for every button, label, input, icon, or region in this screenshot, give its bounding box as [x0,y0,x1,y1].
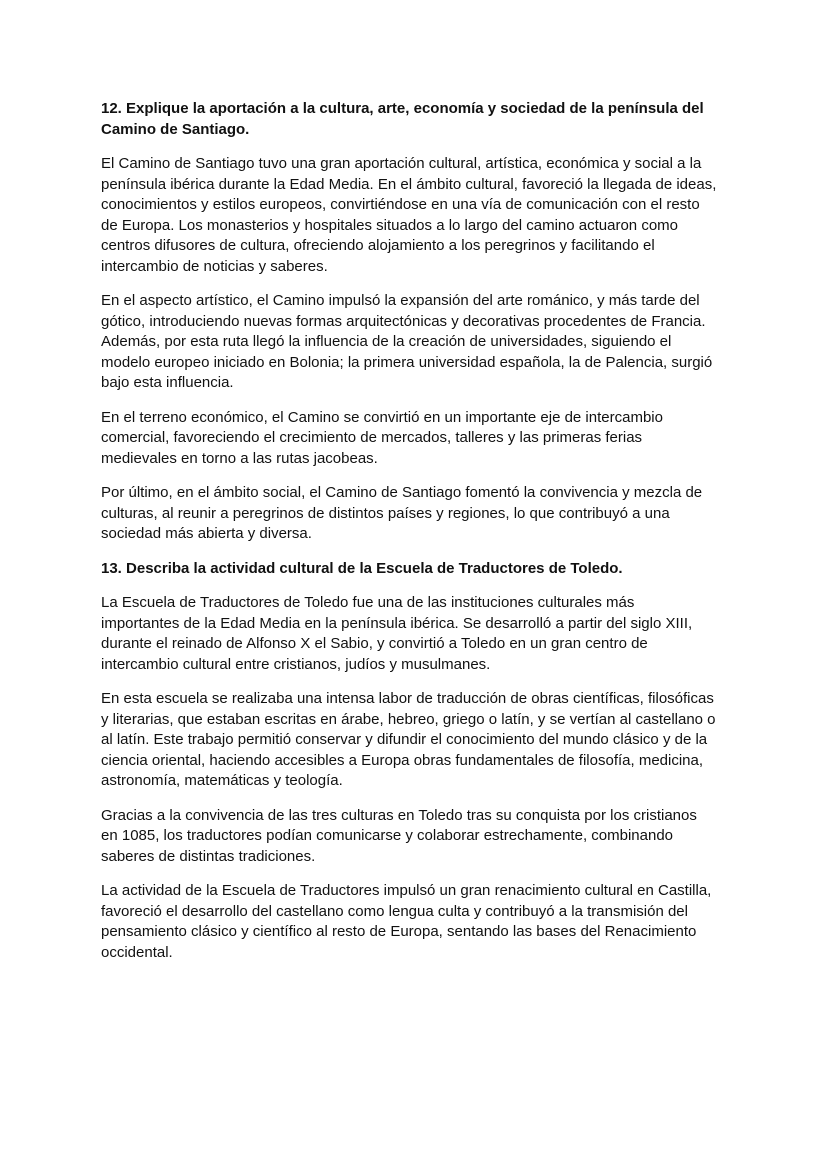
paragraph [101,483,741,545]
text-line: En esta escuela se realizaba una intensa labor de traducción de obras científicas, filosóficas [101,690,714,707]
text-line: pensamiento clásico y científico al resto de Europa, sentando las bases del Renacimiento [101,923,697,940]
text-line: astronomía, matemáticas y teología. [101,772,343,789]
text-line: En el aspecto artístico, el Camino impulsó la expansión del arte románico, y más tarde del [101,292,700,309]
title-line: 12. Explique la aportación a la cultura, arte, economía y sociedad de la península del [101,100,704,117]
text-line: favoreció el desarrollo del castellano como lengua culta y contribuyó a la transmisión del [101,902,688,920]
text-line: intercambio de noticias y saberes. [101,257,328,275]
text-line: intercambio cultural entre cristianos, judíos y musulmanes. [101,655,491,673]
text-line: Además, por esta ruta llegó la influencia de la creación de universidades, siguiendo el [101,333,672,350]
paragraph [101,291,741,394]
text-line: en 1085, los traductores podían comunicarse y colaborar estrechamente, combinando [101,827,673,844]
text-line: de Europa. Los monasterios y hospitales situados a lo largo del camino actuaron como [101,216,678,234]
paragraph [101,689,741,792]
text-line: El Camino de Santiago tuvo una gran aportación cultural, artística, económica y social a la [101,155,702,172]
text-line: durante el reinado de Alfonso X el Sabio, y convirtió a Toledo en un gran centro de [101,635,648,652]
text-line: Gracias a la convivencia de las tres culturas en Toledo tras su conquista por los cristianos [101,806,697,824]
text-line: bajo esta influencia. [101,374,234,391]
text-line: Por último, en el ámbito social, el Camino de Santiago fomentó la convivencia y mezcla de [101,484,703,501]
text-line: culturas, al reunir a peregrinos de distintos países y regiones, lo que contribuyó a una [101,504,670,522]
text-line: y literarias, que estaban escritas en árabe, hebreo, griego o latín, y se vertían al castellano o [101,710,716,728]
text-line: occidental. [101,943,173,961]
paragraph [101,593,741,675]
text-line: comercial, favoreciendo el crecimiento de mercados, talleres y las primeras ferias [101,429,643,446]
text-line: modelo europeo iniciado en Bolonia; la primera universidad española, la de Palencia, surgió [101,353,713,371]
question-title [101,559,741,580]
title-line: 13. Describa la actividad cultural de la Escuela de Traductores de Toledo. [101,559,623,577]
section-question-12 [101,99,741,545]
text-line: La actividad de la Escuela de Traductores impulsó un gran renacimiento cultural en Castilla, [101,882,712,899]
document-page [101,99,741,977]
text-line: al latín. Este trabajo permitió conservar y difundir el conocimiento del mundo clásico y de la [101,731,708,748]
text-line: centros difusores de cultura, ofreciendo alojamiento a los peregrinos y facilitando el [101,237,655,254]
text-line: conocimientos y estilos europeos, convirtiéndose en una vía de comunicación con el resto [101,196,700,213]
title-line: Camino de Santiago. [101,120,250,138]
text-line: saberes de distintas tradiciones. [101,847,316,865]
paragraph [101,806,741,868]
section-question-13 [101,559,741,964]
text-line: En el terreno económico, el Camino se convirtió en un importante eje de intercambio [101,408,663,426]
text-line: importantes de la Edad Media en la península ibérica. Se desarrolló a partir del siglo XIII, [101,614,693,632]
text-line: medievales en torno a las rutas jacobeas. [101,449,378,467]
text-line: ciencia oriental, haciendo accesibles a Europa obras fundamentales de filosofía, medicina, [101,751,704,769]
text-line: La Escuela de Traductores de Toledo fue una de las instituciones culturales más [101,594,635,611]
text-line: sociedad más abierta y diversa. [101,525,312,542]
paragraph [101,881,741,963]
question-title [101,99,741,140]
paragraph [101,408,741,470]
paragraph [101,154,741,277]
text-line: gótico, introduciendo nuevas formas arquitectónicas y decorativas procedentes de Francia. [101,312,706,330]
text-line: península ibérica durante la Edad Media. En el ámbito cultural, favoreció la llegada de ideas, [101,175,717,193]
